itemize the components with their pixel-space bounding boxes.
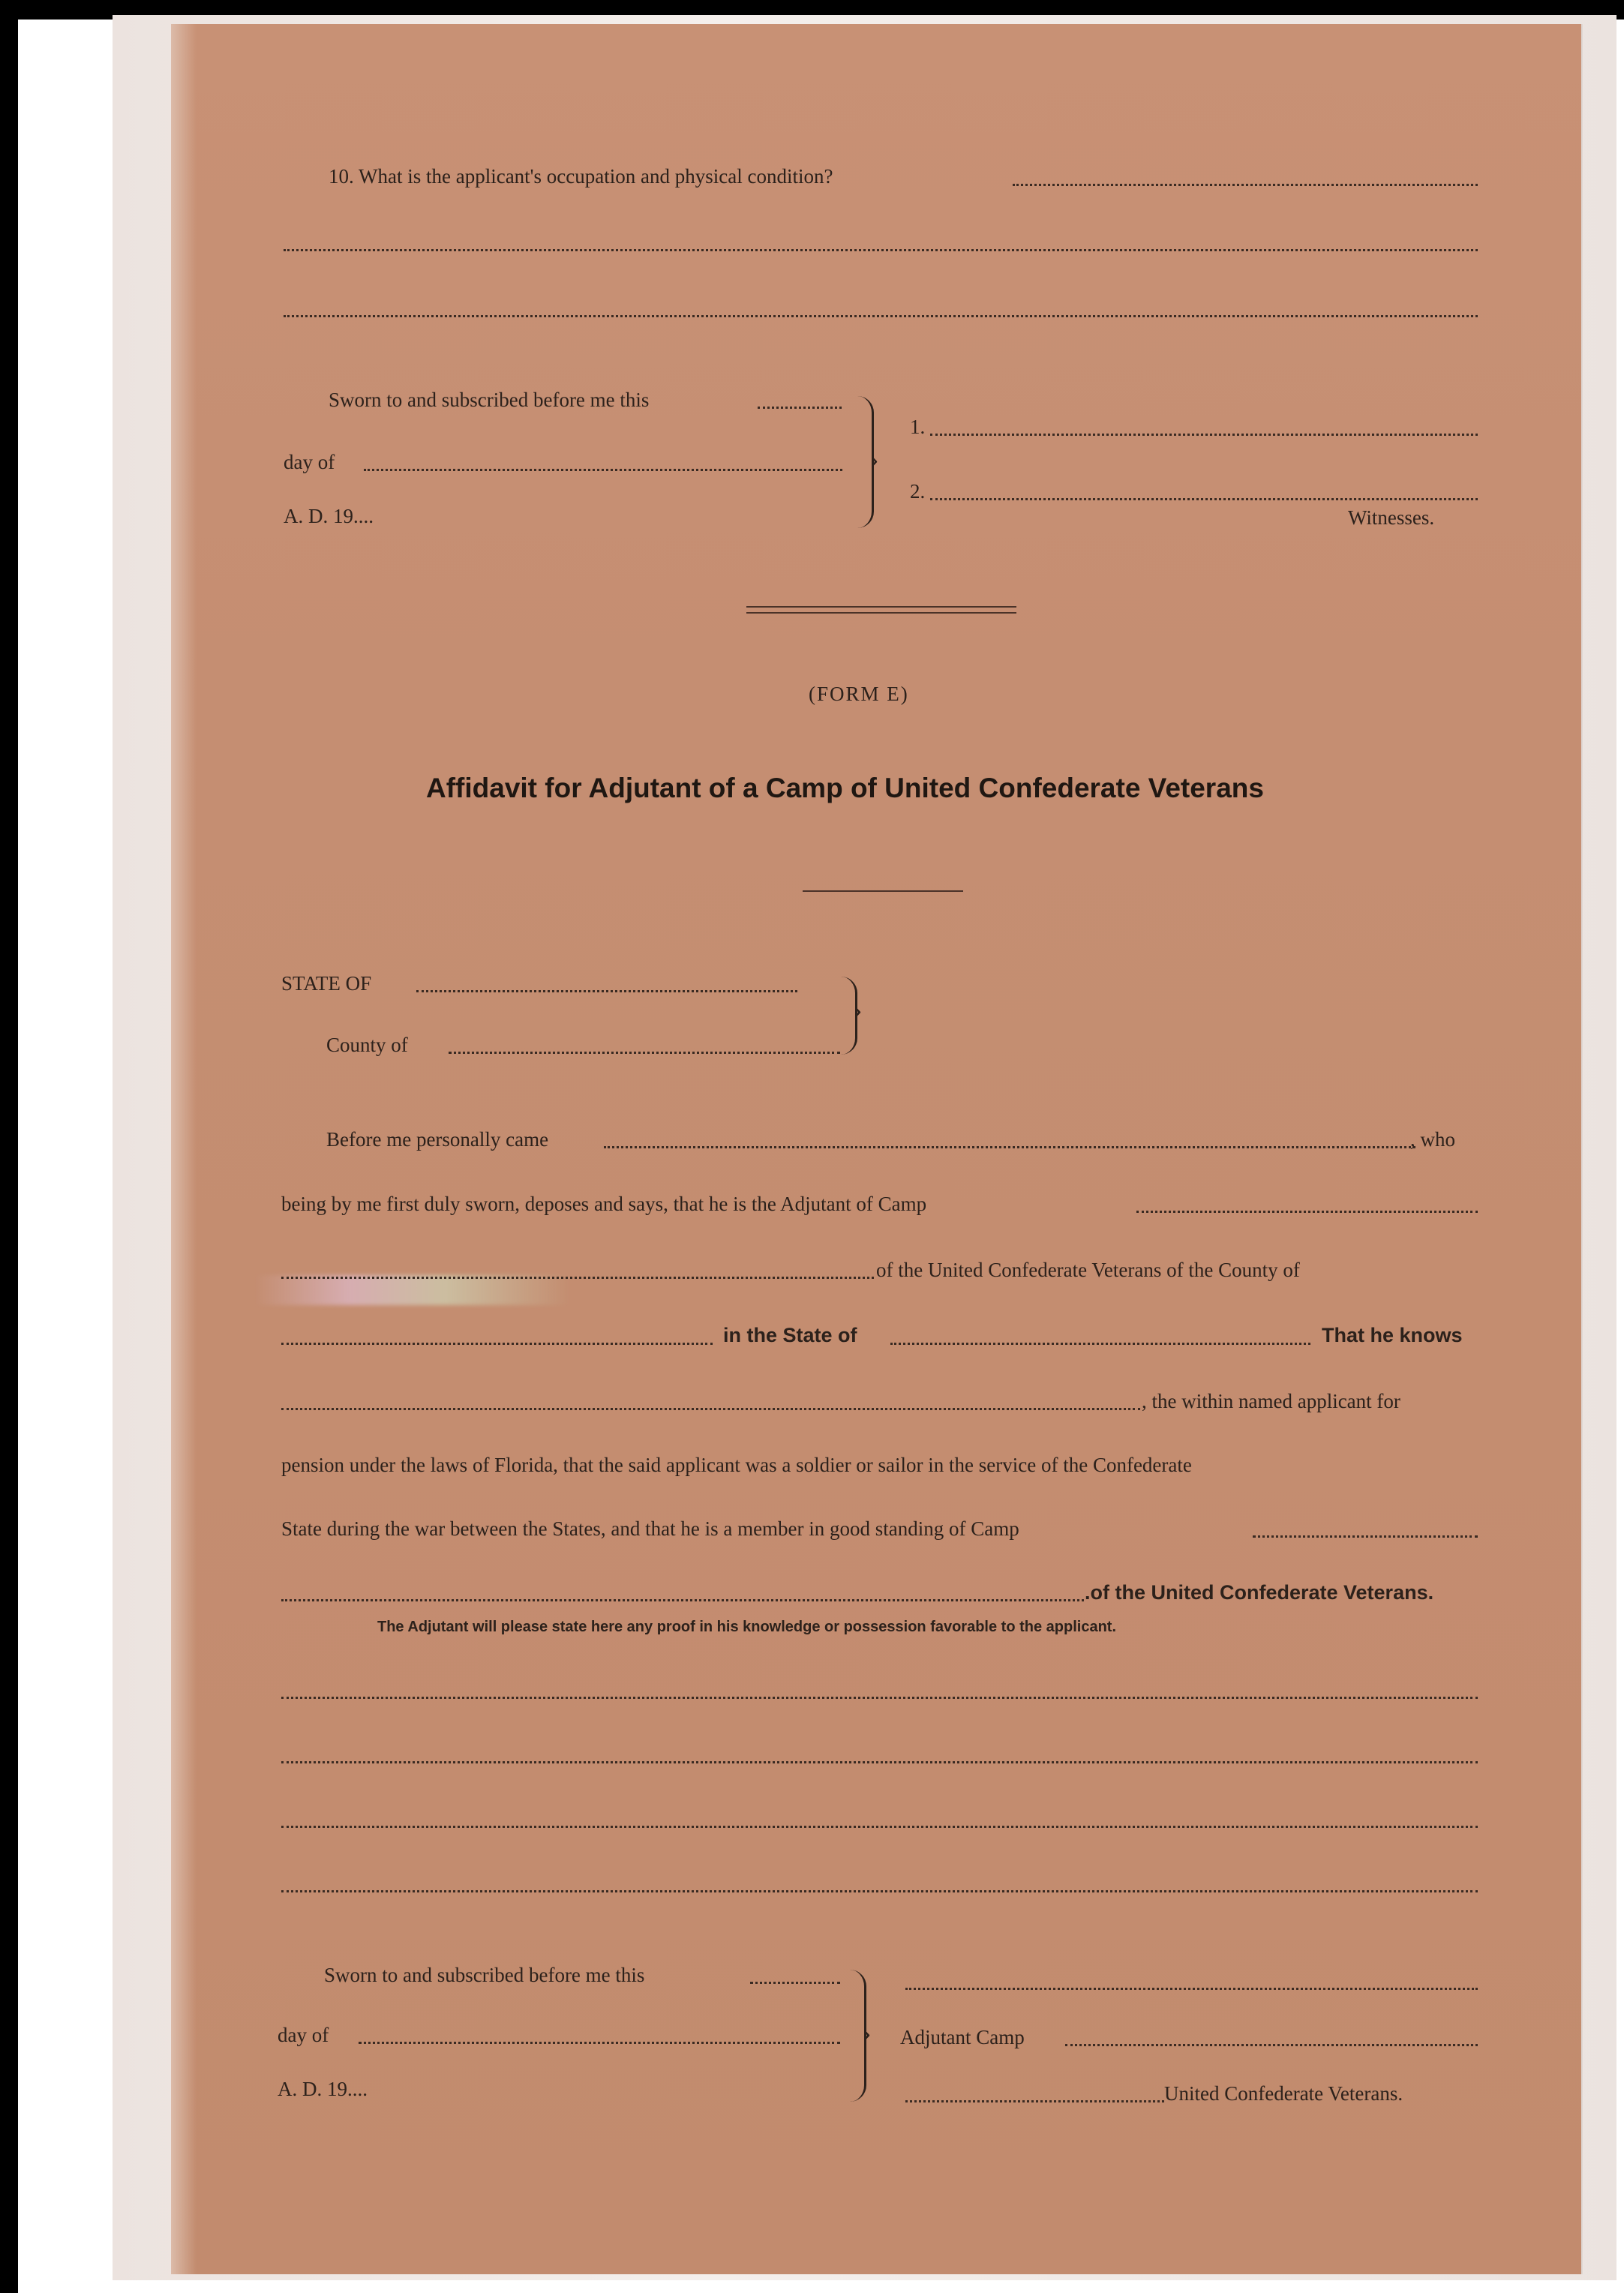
witness-1-field[interactable]: [930, 434, 1478, 436]
applicant-for-label: , the within named applicant for: [1142, 1390, 1400, 1412]
adjutant-ucv-label: United Confederate Veterans.: [1164, 2082, 1403, 2105]
state-of-field[interactable]: [416, 990, 797, 992]
witness-1-label: 1.: [910, 416, 926, 438]
state-of-label: STATE OF: [281, 972, 372, 995]
body-line-8: .of the United Confederate Veterans.: [1085, 1581, 1434, 1604]
body-line-6: pension under the laws of Florida, that the said applicant was a soldier or sailor in the service of the Confederate: [281, 1454, 1192, 1476]
proof-line-3[interactable]: [281, 1826, 1478, 1828]
camp-name-field[interactable]: [281, 1277, 874, 1279]
proof-line-1[interactable]: [281, 1697, 1478, 1699]
adjutant-sworn-day-field[interactable]: [750, 1982, 840, 1984]
in-state-of-label: in the State of: [723, 1324, 857, 1346]
adjutant-signature-field[interactable]: [905, 1988, 1478, 1990]
sworn-day-field[interactable]: [758, 407, 842, 409]
member-camp-name-field[interactable]: [281, 1599, 1084, 1601]
member-camp-field[interactable]: [1253, 1535, 1478, 1538]
adjutant-day-of-field[interactable]: [359, 2042, 840, 2044]
answer-line-1[interactable]: [1013, 184, 1478, 186]
paper-edge: [171, 24, 197, 2274]
divider-bottom: [746, 612, 1016, 614]
form-label: (FORM E): [809, 683, 909, 705]
who-label: , who: [1410, 1128, 1455, 1151]
county-of-field[interactable]: [449, 1052, 840, 1054]
divider-top: [746, 606, 1016, 608]
body-line-3: of the United Confederate Veterans of the County of: [876, 1259, 1300, 1281]
witness-2-field[interactable]: [930, 498, 1478, 500]
applicant-name-field[interactable]: [281, 1408, 1140, 1410]
affiant-name-field[interactable]: [604, 1146, 1415, 1148]
body-line-7: State during the war between the States, and that he is a member in good standing of Camp: [281, 1517, 1019, 1540]
county-field[interactable]: [281, 1343, 713, 1345]
adjutant-day-of-label: day of: [278, 2024, 329, 2046]
day-of-field[interactable]: [364, 469, 842, 471]
county-of-label: County of: [326, 1034, 408, 1056]
adjutant-camp-field[interactable]: [1065, 2044, 1478, 2046]
adjutant-note: The Adjutant will please state here any proof in his knowledge or possession favorable to the applicant.: [377, 1619, 1117, 1635]
answer-line-3[interactable]: [284, 315, 1478, 317]
answer-line-2[interactable]: [284, 249, 1478, 251]
venue-brace-point-icon: ›: [854, 996, 863, 1024]
adjutant-brace-point-icon: ›: [863, 2019, 872, 2047]
camp-field[interactable]: [1136, 1211, 1478, 1213]
before-me-label: Before me personally came: [326, 1128, 549, 1151]
day-of-label: day of: [284, 451, 335, 473]
sleeve-glare: [255, 1275, 570, 1305]
adjutant-ucv-field[interactable]: [905, 2100, 1164, 2102]
form-title: Affidavit for Adjutant of a Camp of United Confederate Veterans: [426, 773, 1264, 803]
that-he-knows-label: That he knows: [1322, 1324, 1463, 1346]
scan-border-left: [0, 0, 18, 2293]
state-field[interactable]: [890, 1343, 1310, 1345]
sworn-label: Sworn to and subscribed before me this: [329, 389, 650, 411]
adjutant-camp-label: Adjutant Camp: [900, 2026, 1025, 2048]
witness-2-label: 2.: [910, 480, 926, 503]
adjutant-ad-year-label: A. D. 19....: [278, 2078, 368, 2100]
question-10-label: 10. What is the applicant's occupation and physical condition?: [329, 165, 833, 188]
ad-year-label: A. D. 19....: [284, 505, 374, 527]
proof-line-2[interactable]: [281, 1761, 1478, 1763]
body-line-2: being by me first duly sworn, deposes and says, that he is the Adjutant of Camp: [281, 1193, 927, 1215]
title-rule: [803, 890, 963, 892]
brace-point-icon: ›: [870, 446, 879, 473]
witnesses-label: Witnesses.: [1348, 506, 1435, 529]
proof-line-4[interactable]: [281, 1890, 1478, 1892]
adjutant-sworn-label: Sworn to and subscribed before me this: [324, 1964, 645, 1986]
